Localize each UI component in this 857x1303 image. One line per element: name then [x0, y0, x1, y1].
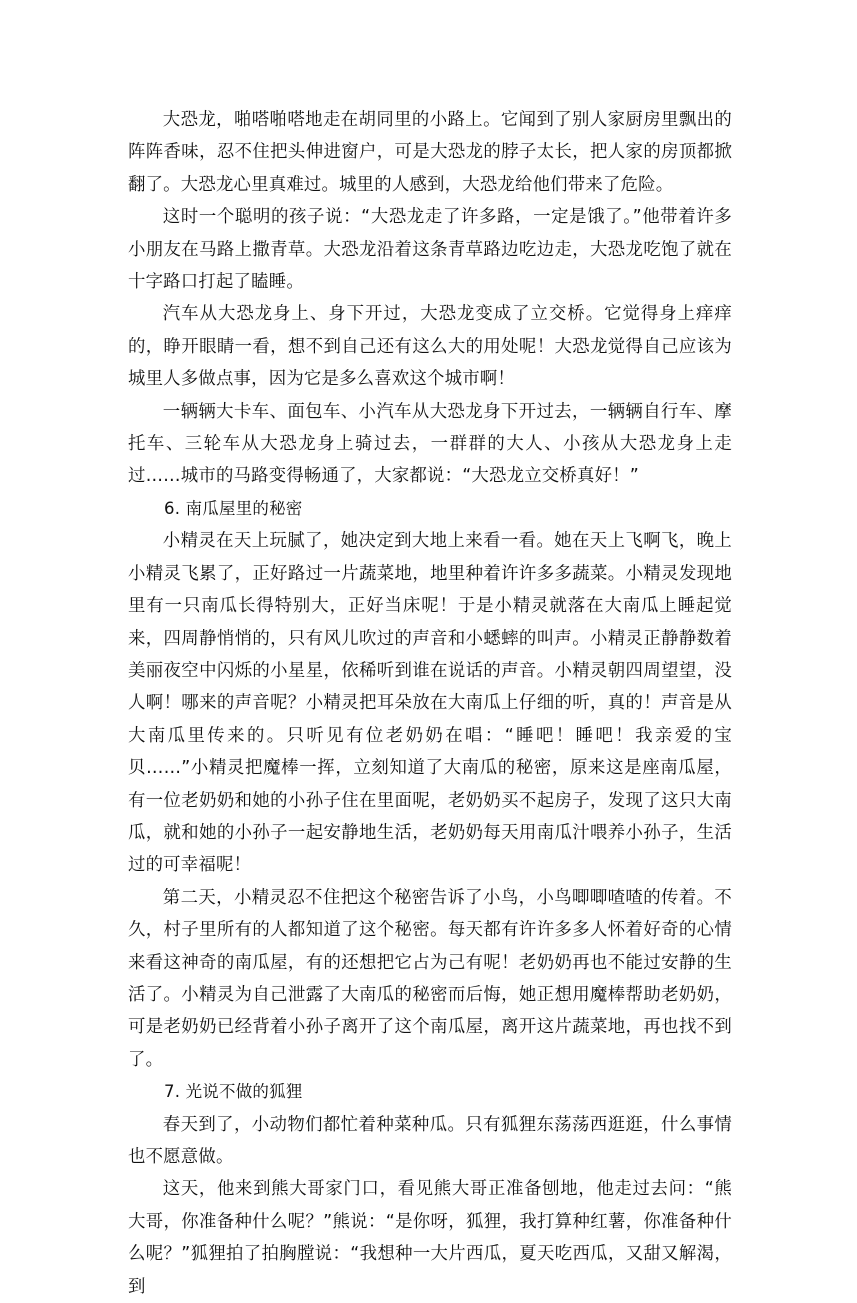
- document-body: [128, 104, 732, 1303]
- section-heading-lazy-fox: 7. 光说不做的狐狸: [164, 1082, 303, 1102]
- paragraph-overpass: 汽车从大恐龙身上、身下开过，大恐龙变成了立交桥。它觉得身上痒痒的，睁开眼睛一看，想不到自己还有这么大的用处呢！大恐龙觉得自己应该为城里人多做点事，因为它是多么喜欢这个城市啊！: [128, 304, 732, 390]
- paragraph-secret-spread: 第二天，小精灵忍不住把这个秘密告诉了小鸟，小鸟唧唧喳喳的传着。不久，村子里所有的人都知道了这个秘密。每天都有许许多多人怀着好奇的心情来看这神奇的南瓜屋，有的还想把它占为己有呢！老奶奶再也不能过安静的生活了。小精灵为自己泄露了大南瓜的秘密而后悔，她正想用魔棒帮助老奶奶，可是老奶奶已经背着小孙子离开了这个南瓜屋，离开这片蔬菜地，再也找不到了。: [128, 887, 732, 1070]
- paragraph-bear-visit: 这天，他来到熊大哥家门口，看见熊大哥正准备刨地，他走过去问：“熊大哥，你准备种什么呢？”熊说：“是你呀，狐狸，我打算种红薯，你准备种什么呢？”狐狸拍了拍胸膛说：“我想种一大片西瓜，夏天吃西瓜，又甜又解渴，到: [128, 1179, 732, 1297]
- paragraph-spring: 春天到了，小动物们都忙着种菜种瓜。只有狐狸东荡荡西逛逛，什么事情也不愿意做。: [128, 1114, 732, 1167]
- paragraph-pumpkin-secret: 小精灵在天上玩腻了，她决定到大地上来看一看。她在天上飞啊飞，晚上小精灵飞累了，正好路过一片蔬菜地，地里种着许许多多蔬菜。小精灵发现地里有一只南瓜长得特别大，正好当床呢！于是小精灵就落在大南瓜上睡起觉来，四周静悄悄的，只有风儿吹过的声音和小蟋蟀的叫声。小精灵正静静数着美丽夜空中闪烁的小星星，依稀听到谁在说话的声音。小精灵朝四周望望，没人啊！哪来的声音呢？小精灵把耳朵放在大南瓜上仔细的听，真的！声音是从大南瓜里传来的。只听见有位老奶奶在唱：“睡吧！睡吧！我亲爱的宝贝……”小精灵把魔棒一挥，立刻知道了大南瓜的秘密，原来这是座南瓜屋，有一位老奶奶和她的小孙子住在里面呢，老奶奶买不起房子，发现了这只大南瓜，就和她的小孙子一起安静地生活，老奶奶每天用南瓜汁喂养小孙子，生活过的可幸福呢！: [128, 531, 732, 876]
- paragraph-traffic: 一辆辆大卡车、面包车、小汽车从大恐龙身下开过去，一辆辆自行车、摩托车、三轮车从大恐龙身上骑过去，一群群的大人、小孩从大恐龙身上走过……城市的马路变得畅通了，大家都说：“大恐龙立交桥真好！”: [128, 401, 732, 487]
- section-heading-pumpkin-house: 6. 南瓜屋里的秘密: [164, 498, 303, 518]
- paragraph-dinosaur-alley: 大恐龙，啪嗒啪嗒地走在胡同里的小路上。它闻到了别人家厨房里飘出的阵阵香味，忍不住把头伸进窗户，可是大恐龙的脖子太长，把人家的房顶都掀翻了。大恐龙心里真难过。城里的人感到，大恐龙给他们带来了危险。: [128, 110, 732, 195]
- paragraph-clever-child: 这时一个聪明的孩子说：“大恐龙走了许多路，一定是饿了。”他带着许多小朋友在马路上撒青草。大恐龙沿着这条青草路边吃边走，大恐龙吃饱了就在十字路口打起了瞌睡。: [128, 207, 732, 293]
